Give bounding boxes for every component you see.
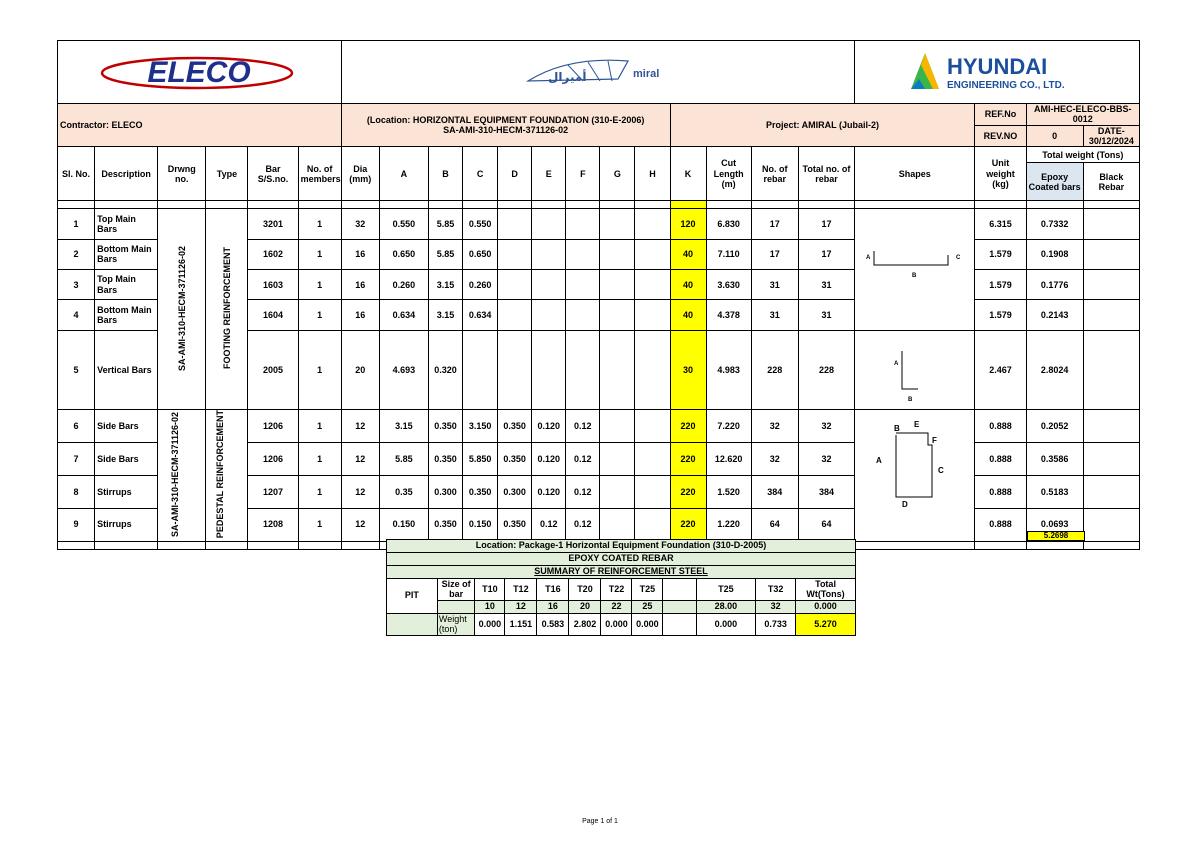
summary-table: Location: Package-1 Horizontal Equipment Foundation (310-D-2005) EPOXY COATED REBAR SUMMARY OF REINFORCEMENT STEEL PIT Size of bar T10 T12 T16 T20 T22 T25 T25 T32 Total Wt(Tons) 10 12 16 20 22 25 28.00 32 0.000 Weight (ton) 0.000 1.151 0.583 2.802 0.000 0.000 0.000 0.733 5.270 bbox=[386, 539, 856, 636]
svg-text:C: C bbox=[955, 255, 961, 262]
hdr-norebar: No. of rebar bbox=[751, 147, 798, 201]
svg-text:A: A bbox=[865, 255, 871, 262]
summary-pit: PIT bbox=[387, 579, 438, 614]
rev-value: 0 bbox=[1026, 125, 1083, 147]
stirrup-shape bbox=[856, 415, 974, 533]
eleco-logo bbox=[99, 51, 299, 91]
hdr-f: F bbox=[566, 147, 600, 201]
summary-location: Location: Package-1 Horizontal Equipment Foundation (310-D-2005) bbox=[387, 540, 856, 553]
hdr-k: K bbox=[670, 147, 706, 201]
hdr-type: Type bbox=[206, 147, 248, 201]
hdr-black: Black Rebar bbox=[1083, 163, 1139, 201]
svg-text:B: B bbox=[911, 273, 917, 280]
hdr-totalwt: Total weight (Tons) bbox=[1026, 147, 1139, 163]
rev-label: REV.NO bbox=[975, 125, 1026, 147]
summary-weight-label: Weight (ton) bbox=[437, 614, 475, 636]
shape-u-bar bbox=[855, 209, 975, 330]
svg-text:D: D bbox=[901, 500, 908, 510]
svg-text:A: A bbox=[893, 360, 899, 367]
table-row: 9 Stirrups 1208 1 12 0.150 0.350 0.150 0.350 0.12 0.12 220 1.220 64 64 0.888 0.0693 bbox=[58, 508, 1140, 541]
svg-text:أميرال: أميرال bbox=[547, 69, 587, 84]
summary-epoxy-title: EPOXY COATED REBAR bbox=[387, 553, 856, 566]
svg-text:E: E bbox=[913, 420, 920, 430]
svg-text:C: C bbox=[937, 466, 944, 476]
drawing-no-pedestal: SA-AMI-310-HECM-371126-02 bbox=[158, 410, 206, 542]
hdr-shapes: Shapes bbox=[855, 147, 975, 201]
shape-stirrup bbox=[855, 410, 975, 542]
svg-text:B: B bbox=[907, 396, 913, 403]
svg-text:miral: miral bbox=[632, 67, 660, 80]
hdr-drwg: Drwng no. bbox=[158, 147, 206, 201]
project-label: Project: AMIRAL (Jubail-2) bbox=[670, 104, 975, 147]
table-row: 5 Vertical Bars 2005 1 20 4.693 0.320 30 4.983 228 228 A B 2.467 2.8024 bbox=[58, 330, 1140, 409]
summary-size-label: Size of bar bbox=[437, 579, 475, 601]
hdr-totalno: Total no. of rebar bbox=[798, 147, 854, 201]
table-row: 1 Top Main Bars SA-AMI-310-HECM-371126-02 FOOTING REINFORCEMENT 3201 1 32 0.550 5.85 0.550 120 6.830 17 17 A C B 6.315 0.7332 bbox=[58, 209, 1140, 239]
amiral-logo bbox=[508, 51, 688, 91]
date-label: DATE-30/12/2024 bbox=[1083, 125, 1139, 147]
hdr-members: No. of members bbox=[298, 147, 341, 201]
page-footer: Page 1 of 1 bbox=[582, 818, 618, 825]
hdr-b: B bbox=[428, 147, 462, 201]
table-row: 4 Bottom Main Bars 1604 1 16 0.634 3.15 0.634 40 4.378 31 31 1.579 0.2143 bbox=[58, 300, 1140, 330]
hdr-dia: Dia (mm) bbox=[341, 147, 379, 201]
drawing-no-footing: SA-AMI-310-HECM-371126-02 bbox=[158, 209, 206, 410]
svg-text:B: B bbox=[893, 424, 900, 434]
contractor-label: Contractor: ELECO bbox=[58, 104, 342, 147]
table-row: 7 Side Bars 1206 1 12 5.85 0.350 5.850 0.350 0.120 0.12 220 12.620 32 32 0.888 0.3586 bbox=[58, 442, 1140, 475]
svg-text:ENGINEERING CO., LTD.: ENGINEERING CO., LTD. bbox=[947, 79, 1065, 91]
ref-label: REF.No bbox=[975, 104, 1026, 126]
location-label: (Location: HORIZONTAL EQUIPMENT FOUNDATION (310-E-2006) SA-AMI-310-HECM-371126-02 bbox=[341, 104, 670, 147]
bbs-table bbox=[57, 40, 1140, 550]
svg-text:ELECO: ELECO bbox=[147, 55, 252, 89]
hyundai-logo-cell bbox=[855, 41, 1140, 104]
hdr-c: C bbox=[463, 147, 498, 201]
amiral-logo-cell bbox=[341, 41, 854, 104]
summary-weight-total: 5.270 bbox=[796, 614, 856, 636]
u-bar-shape bbox=[856, 209, 974, 327]
hdr-cut: Cut Length (m) bbox=[706, 147, 751, 201]
hdr-epoxy: Epoxy Coated bars bbox=[1026, 163, 1083, 201]
svg-text:HYUNDAI: HYUNDAI bbox=[947, 53, 1048, 79]
hdr-d: D bbox=[498, 147, 532, 201]
hdr-sl: Sl. No. bbox=[58, 147, 95, 201]
table-row: 6 Side Bars SA-AMI-310-HECM-371126-02 PEDESTAL REINFORCEMENT 1206 1 12 3.15 0.350 3.150 0.350 0.120 0.12 220 7.220 32 32 B E F A C D 0.888 0.2052 bbox=[58, 410, 1140, 443]
summary-title: SUMMARY OF REINFORCEMENT STEEL bbox=[387, 566, 856, 579]
ref-value: AMI-HEC-ELECO-BBS-0012 bbox=[1026, 104, 1139, 126]
grand-total-epoxy: 5.2698 bbox=[1027, 531, 1085, 541]
hdr-desc: Description bbox=[95, 147, 158, 201]
svg-text:F: F bbox=[931, 436, 937, 446]
table-row: 2 Bottom Main Bars 1602 1 16 0.650 5.85 0.650 40 7.110 17 17 1.579 0.1908 bbox=[58, 239, 1140, 269]
hdr-bar: Bar S/S.no. bbox=[248, 147, 298, 201]
l-bar-shape bbox=[856, 331, 974, 407]
hdr-unit: Unit weight (kg) bbox=[975, 147, 1026, 201]
hdr-g: G bbox=[600, 147, 635, 201]
hdr-e: E bbox=[532, 147, 566, 201]
hdr-a: A bbox=[379, 147, 428, 201]
table-row: 3 Top Main Bars 1603 1 16 0.260 3.15 0.260 40 3.630 31 31 1.579 0.1776 bbox=[58, 270, 1140, 300]
type-footing: FOOTING REINFORCEMENT bbox=[206, 209, 248, 410]
summary-total-label: Total Wt(Tons) bbox=[796, 579, 856, 601]
eleco-logo-cell bbox=[58, 41, 342, 104]
svg-text:A: A bbox=[875, 456, 882, 466]
table-row: 8 Stirrups 1207 1 12 0.35 0.300 0.350 0.300 0.120 0.12 220 1.520 384 384 0.888 0.5183 bbox=[58, 475, 1140, 508]
hdr-h: H bbox=[635, 147, 670, 201]
hyundai-logo bbox=[907, 49, 1087, 93]
type-pedestal: PEDESTAL REINFORCEMENT bbox=[206, 410, 248, 542]
shape-l-bar bbox=[855, 330, 975, 409]
